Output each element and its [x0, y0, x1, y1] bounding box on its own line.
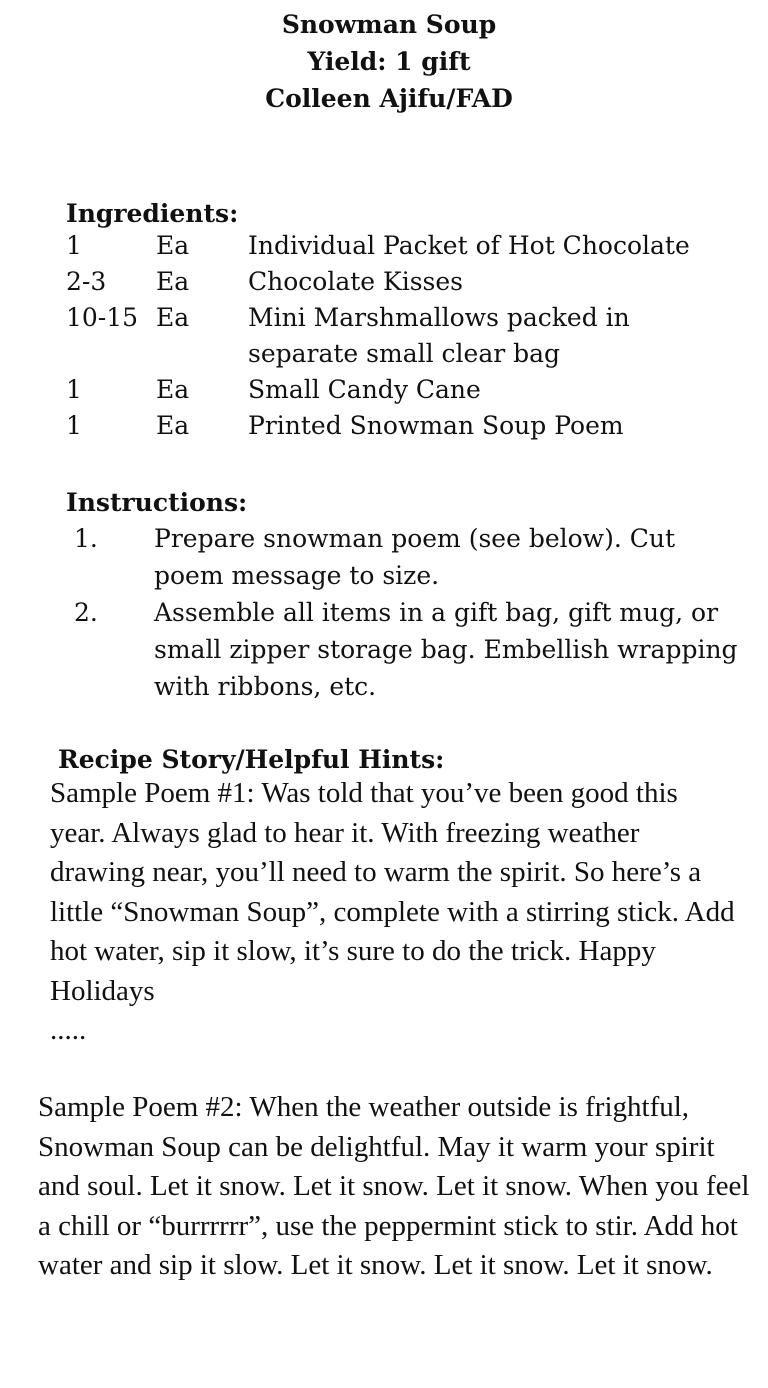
ingredient-row — [66, 264, 718, 300]
ingredient-unit: Ea — [156, 375, 190, 404]
step-number: 1. — [74, 524, 98, 553]
ingredient-unit: Ea — [156, 231, 190, 260]
ingredients-list — [66, 228, 718, 444]
recipe-header — [0, 6, 768, 117]
hints-body-2 — [38, 1088, 750, 1286]
instructions-heading: Instructions: — [66, 488, 248, 517]
step-text: Prepare snowman poem (see below). Cut poem message to size. — [154, 524, 675, 590]
recipe-title: Snowman Soup — [281, 10, 497, 39]
ingredient-qty: 1 — [66, 375, 82, 404]
hints-body — [50, 774, 740, 1051]
ingredient-item: Individual Packet of Hot Chocolate — [248, 231, 690, 260]
ingredient-row — [66, 300, 718, 372]
sample-poem-1: Sample Poem #1: Was told that you’ve been good this year. Always glad to hear it. With freezing weather drawing near, you’ll need to warm the spirit. So here’s a little “Snowman Soup”, complete with a stirring stick. Add hot water, sip it slow, it’s sure to do the trick. Happy Holidays — [50, 777, 735, 1007]
recipe-author: Colleen Ajifu/FAD — [265, 84, 513, 113]
instruction-step — [74, 594, 744, 705]
ingredient-item: Small Candy Cane — [248, 375, 481, 404]
ingredient-unit: Ea — [156, 303, 190, 332]
ingredient-unit: Ea — [156, 411, 190, 440]
ingredient-qty: 1 — [66, 411, 82, 440]
ingredient-qty: 10-15 — [66, 303, 139, 332]
ingredient-row — [66, 372, 718, 408]
ingredient-row — [66, 408, 718, 444]
ingredients-heading: Ingredients: — [66, 199, 239, 228]
ingredient-qty: 1 — [66, 231, 82, 260]
poem-ellipsis: ..... — [50, 1014, 87, 1046]
ingredient-item: Mini Marshmallows packed in separate small clear bag — [248, 303, 630, 368]
step-text: Assemble all items in a gift bag, gift mug, or small zipper storage bag. Embellish wrapping with ribbons, etc. — [154, 598, 738, 701]
instruction-step — [74, 520, 744, 594]
hints-heading: Recipe Story/Helpful Hints: — [58, 745, 445, 774]
ingredient-row — [66, 228, 718, 264]
sample-poem-2: Sample Poem #2: When the weather outside is frightful, Snowman Soup can be delightful. May it warm your spirit and soul. Let it snow. Let it snow. Let it snow. When you feel a chill or “burrrrrr”, use the peppermint stick to stir. Add hot water and sip it slow. Let it snow. Let it snow. Let it snow. — [38, 1091, 750, 1281]
recipe-yield: Yield: 1 gift — [307, 47, 471, 76]
ingredient-item: Chocolate Kisses — [248, 267, 463, 296]
ingredient-qty: 2-3 — [66, 267, 107, 296]
ingredient-item: Printed Snowman Soup Poem — [248, 411, 624, 440]
ingredient-unit: Ea — [156, 267, 190, 296]
instructions-list — [74, 520, 744, 705]
step-number: 2. — [74, 598, 98, 627]
